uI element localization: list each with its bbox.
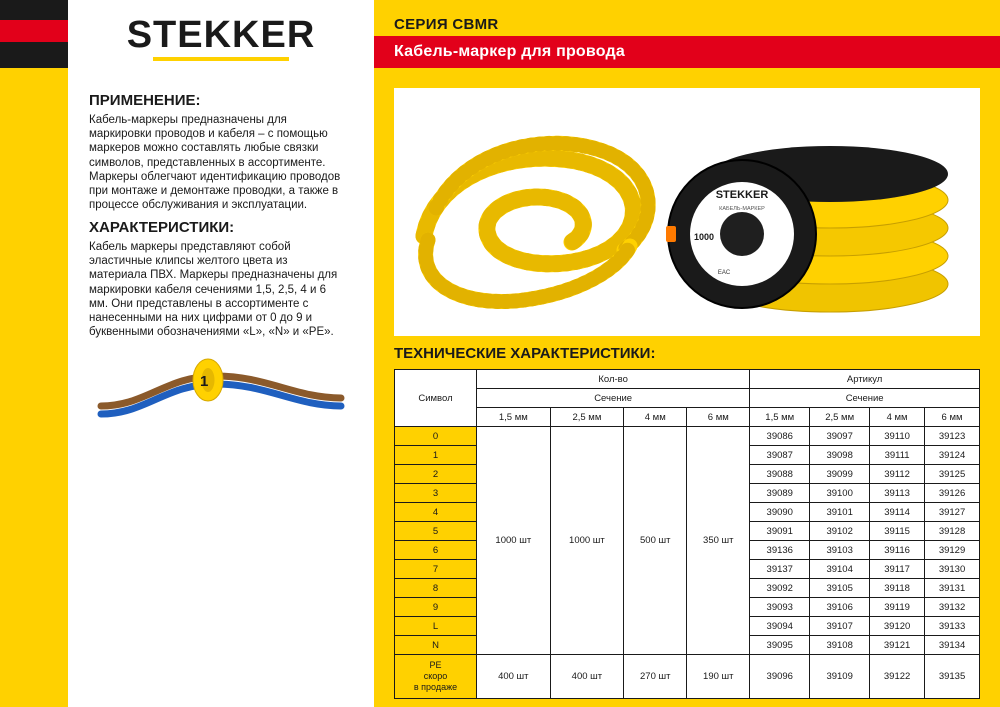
- brand-logo: STEKKER: [126, 14, 316, 56]
- cell-symbol: 6: [395, 541, 477, 560]
- th-quantity: Кол-во: [477, 370, 750, 389]
- spec-table: [394, 369, 980, 699]
- cell-article: 39120: [870, 617, 925, 636]
- table-header-row-3: [395, 408, 980, 427]
- cell-article: 39125: [925, 465, 980, 484]
- cell-pe-qty-0: 400 шт: [477, 655, 551, 699]
- cell-pe-qty-3: 190 шт: [687, 655, 750, 699]
- cell-article: 39129: [925, 541, 980, 560]
- section-application-heading: ПРИМЕНЕНИЕ:: [89, 92, 201, 109]
- cell-symbol: 9: [395, 598, 477, 617]
- front-reel: [666, 160, 816, 308]
- cell-symbol: 8: [395, 579, 477, 598]
- cell-article: 39105: [810, 579, 870, 598]
- cell-symbol: 4: [395, 503, 477, 522]
- cell-article: 39098: [810, 446, 870, 465]
- cell-article: 39133: [925, 617, 980, 636]
- section-characteristics: [89, 219, 347, 339]
- reel-sub-text: КАБЕЛЬ-МАРКЕР: [719, 206, 765, 212]
- th-art-size-3: 6 мм: [925, 408, 980, 427]
- marker-digit: 1: [200, 373, 209, 390]
- cell-article: 39117: [870, 560, 925, 579]
- section-characteristics-body: Кабель маркеры представляют собой эластичные клипсы желтого цвета из материала ПВХ. Маркеры предназначены для маркировки кабеля сечениями 1,5, 2,5, 4 и 6 мм. Они представлены в ассортименте с нанесенными на них цифрами от 0 до 9 и буквенными обозначениями «L», «N» и «PE».: [89, 241, 338, 339]
- cell-pe-article-1: 39109: [810, 655, 870, 699]
- cell-symbol: 2: [395, 465, 477, 484]
- section-application-body: Кабель-маркеры предназначены для маркировки проводов и кабеля – с помощью маркеров можно составлять любые связки символов, представленных в ассортименте. Маркеры облегчают идентификацию проводов при монтаже и демонтаже проводки, а также в процессе обслуживания и эксплуатации.: [89, 114, 341, 212]
- th-art-size-2: 4 мм: [870, 408, 925, 427]
- cell-symbol: 0: [395, 427, 477, 446]
- cell-article: 39118: [870, 579, 925, 598]
- table-row-pe: [395, 655, 980, 699]
- reel-brand-text: STEKKER: [715, 189, 769, 201]
- section-application: [89, 92, 344, 212]
- th-symbol: Символ: [395, 370, 477, 427]
- cell-article: 39100: [810, 484, 870, 503]
- cell-article: 39106: [810, 598, 870, 617]
- cell-article: 39110: [870, 427, 925, 446]
- cell-symbol-pe: [395, 655, 477, 699]
- left-content-column: [68, 68, 374, 707]
- reel-code-text: 1000: [693, 232, 715, 242]
- cell-pe-qty-1: 400 шт: [550, 655, 624, 699]
- cell-article: 39092: [750, 579, 810, 598]
- cell-article: 39112: [870, 465, 925, 484]
- product-photo: [394, 88, 980, 336]
- cell-symbol: N: [395, 636, 477, 655]
- logo-area: [68, 0, 374, 68]
- cell-article: 39107: [810, 617, 870, 636]
- cell-article: 39102: [810, 522, 870, 541]
- product-photo-svg: [394, 88, 980, 336]
- cell-qty-2: 500 шт: [624, 427, 687, 655]
- pe-line-2: в продаже: [413, 682, 458, 692]
- page-title: Кабель-маркер для провода: [394, 43, 625, 60]
- cell-article: 39137: [750, 560, 810, 579]
- th-qty-size-2: 4 мм: [624, 408, 687, 427]
- cell-article: 39136: [750, 541, 810, 560]
- cell-article: 39101: [810, 503, 870, 522]
- cell-article: 39126: [925, 484, 980, 503]
- cell-qty-0: 1000 шт: [477, 427, 551, 655]
- cell-article: 39131: [925, 579, 980, 598]
- cell-article: 39134: [925, 636, 980, 655]
- left-accent-strip: [0, 0, 68, 707]
- cell-article: 39097: [810, 427, 870, 446]
- strip-red: [0, 20, 68, 42]
- cell-article: 39086: [750, 427, 810, 446]
- cell-article: 39124: [925, 446, 980, 465]
- cell-pe-article-0: 39096: [750, 655, 810, 699]
- cell-article: 39103: [810, 541, 870, 560]
- cell-article: 39108: [810, 636, 870, 655]
- cell-symbol: 7: [395, 560, 477, 579]
- cell-article: 39090: [750, 503, 810, 522]
- cell-article: 39114: [870, 503, 925, 522]
- section-characteristics-heading: ХАРАКТЕРИСТИКИ:: [89, 219, 235, 236]
- cell-article: 39119: [870, 598, 925, 617]
- strip-black-lower: [0, 42, 68, 68]
- th-qty-size-0: 1,5 мм: [477, 408, 551, 427]
- cell-pe-article-3: 39135: [925, 655, 980, 699]
- table-header-row-2: [395, 389, 980, 408]
- cell-qty-3: 350 шт: [687, 427, 750, 655]
- spec-table-body: [395, 427, 980, 699]
- series-label: СЕРИЯ CBMR: [394, 16, 499, 33]
- th-section-qty: Сечение: [477, 389, 750, 408]
- cell-pe-qty-2: 270 шт: [624, 655, 687, 699]
- cell-symbol: 5: [395, 522, 477, 541]
- spec-table-head: [395, 370, 980, 427]
- cell-article: 39088: [750, 465, 810, 484]
- cell-article: 39115: [870, 522, 925, 541]
- cell-qty-1: 1000 шт: [550, 427, 624, 655]
- wire-marker-illustration: [96, 348, 346, 438]
- cell-article: 39095: [750, 636, 810, 655]
- cell-article: 39130: [925, 560, 980, 579]
- cell-article: 39091: [750, 522, 810, 541]
- marker-clip: [193, 359, 223, 401]
- pe-line-1: скоро: [423, 671, 448, 681]
- logo-underline: [153, 57, 289, 61]
- cell-article: 39089: [750, 484, 810, 503]
- th-section-art: Сечение: [750, 389, 980, 408]
- th-art-size-1: 2,5 мм: [810, 408, 870, 427]
- th-qty-size-3: 6 мм: [687, 408, 750, 427]
- cell-article: 39094: [750, 617, 810, 636]
- cell-article: 39104: [810, 560, 870, 579]
- cell-symbol: 1: [395, 446, 477, 465]
- spec-table-wrap: [394, 369, 980, 699]
- th-qty-size-1: 2,5 мм: [550, 408, 624, 427]
- pe-line-0: PE: [429, 660, 442, 670]
- cell-article: 39128: [925, 522, 980, 541]
- cell-article: 39099: [810, 465, 870, 484]
- cell-article: 39093: [750, 598, 810, 617]
- cell-article: 39111: [870, 446, 925, 465]
- th-article: Артикул: [750, 370, 980, 389]
- cell-symbol: L: [395, 617, 477, 636]
- cell-article: 39132: [925, 598, 980, 617]
- cell-article: 39113: [870, 484, 925, 503]
- th-art-size-0: 1,5 мм: [750, 408, 810, 427]
- cell-article: 39127: [925, 503, 980, 522]
- cell-article: 39123: [925, 427, 980, 446]
- cell-pe-article-2: 39122: [870, 655, 925, 699]
- cell-symbol: 3: [395, 484, 477, 503]
- table-row: [395, 427, 980, 446]
- reel-mark-text: EAC: [717, 270, 731, 276]
- tech-spec-heading: ТЕХНИЧЕСКИЕ ХАРАКТЕРИСТИКИ:: [394, 345, 656, 362]
- cell-article: 39116: [870, 541, 925, 560]
- table-header-row-1: [395, 370, 980, 389]
- cell-article: 39087: [750, 446, 810, 465]
- strip-black-top: [0, 0, 68, 20]
- cell-article: 39121: [870, 636, 925, 655]
- title-bar: [374, 36, 1000, 68]
